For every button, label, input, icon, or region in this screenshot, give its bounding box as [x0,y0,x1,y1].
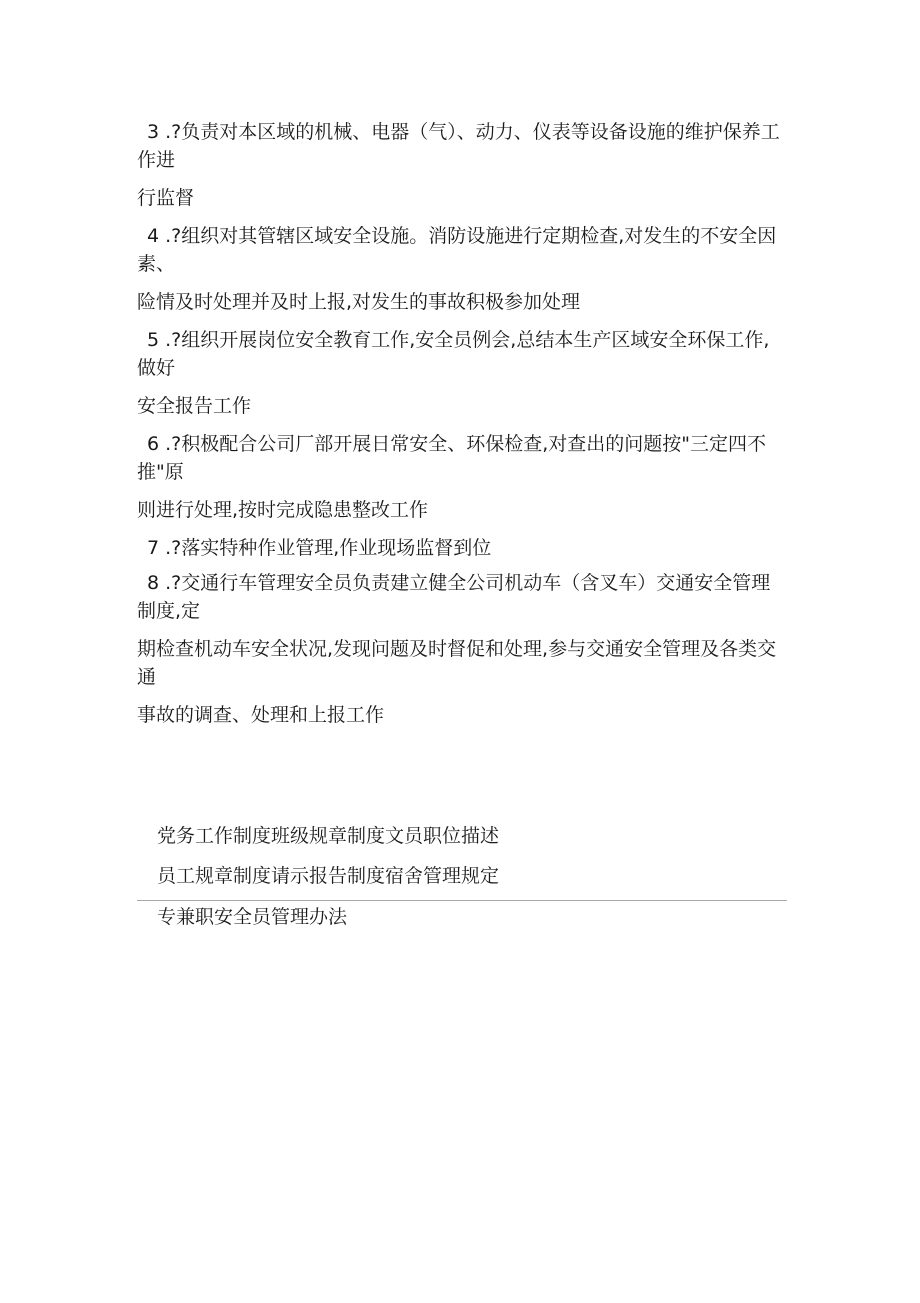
paragraph-continuation: 期检查机动车安全状况,发现问题及时督促和处理,参与交通安全管理及各类交通 [137,638,777,688]
footer-link-line-1: 党务工作制度班级规章制度文员职位描述 [157,825,500,847]
paragraph-continuation: 行监督 [137,187,195,209]
paragraph-item-6: 6 .?积极配合公司厂部开展日常安全、环保检查,对查出的问题按"三定四不推"原 [137,433,767,483]
footer-link-line-2: 员工规章制度请示报告制度宿舍管理规定 [157,865,500,887]
paragraph-item-5: 5 .?组织开展岗位安全教育工作,安全员例会,总结本生产区域安全环保工作,做好 [137,329,770,379]
paragraph-continuation: 则进行处理,按时完成隐患整改工作 [137,499,429,521]
footer-divider [137,900,787,901]
paragraph-continuation: 事故的调查、处理和上报工作 [137,704,385,726]
paragraph-item-4: 4 .?组织对其管辖区域安全设施。消防设施进行定期检查,对发生的不安全因素、 [137,225,777,275]
footer-link-line-3: 专兼职安全员管理办法 [157,906,348,928]
paragraph-continuation: 险情及时处理并及时上报,对发生的事故积极参加处理 [137,291,581,313]
paragraph-continuation: 安全报告工作 [137,395,252,417]
related-links-footer [137,822,787,931]
paragraph-item-8: 8 .?交通行车管理安全员负责建立健全公司机动车（含叉车）交通安全管理制度,定 [137,572,771,622]
paragraph-item-3: 3 .?负责对本区域的机械、电器（气）、动力、仪表等设备设施的维护保养工作进 [137,121,780,171]
document-body [137,118,787,729]
paragraph-item-7: 7 .?落实特种作业管理,作业现场监督到位 [147,537,492,559]
